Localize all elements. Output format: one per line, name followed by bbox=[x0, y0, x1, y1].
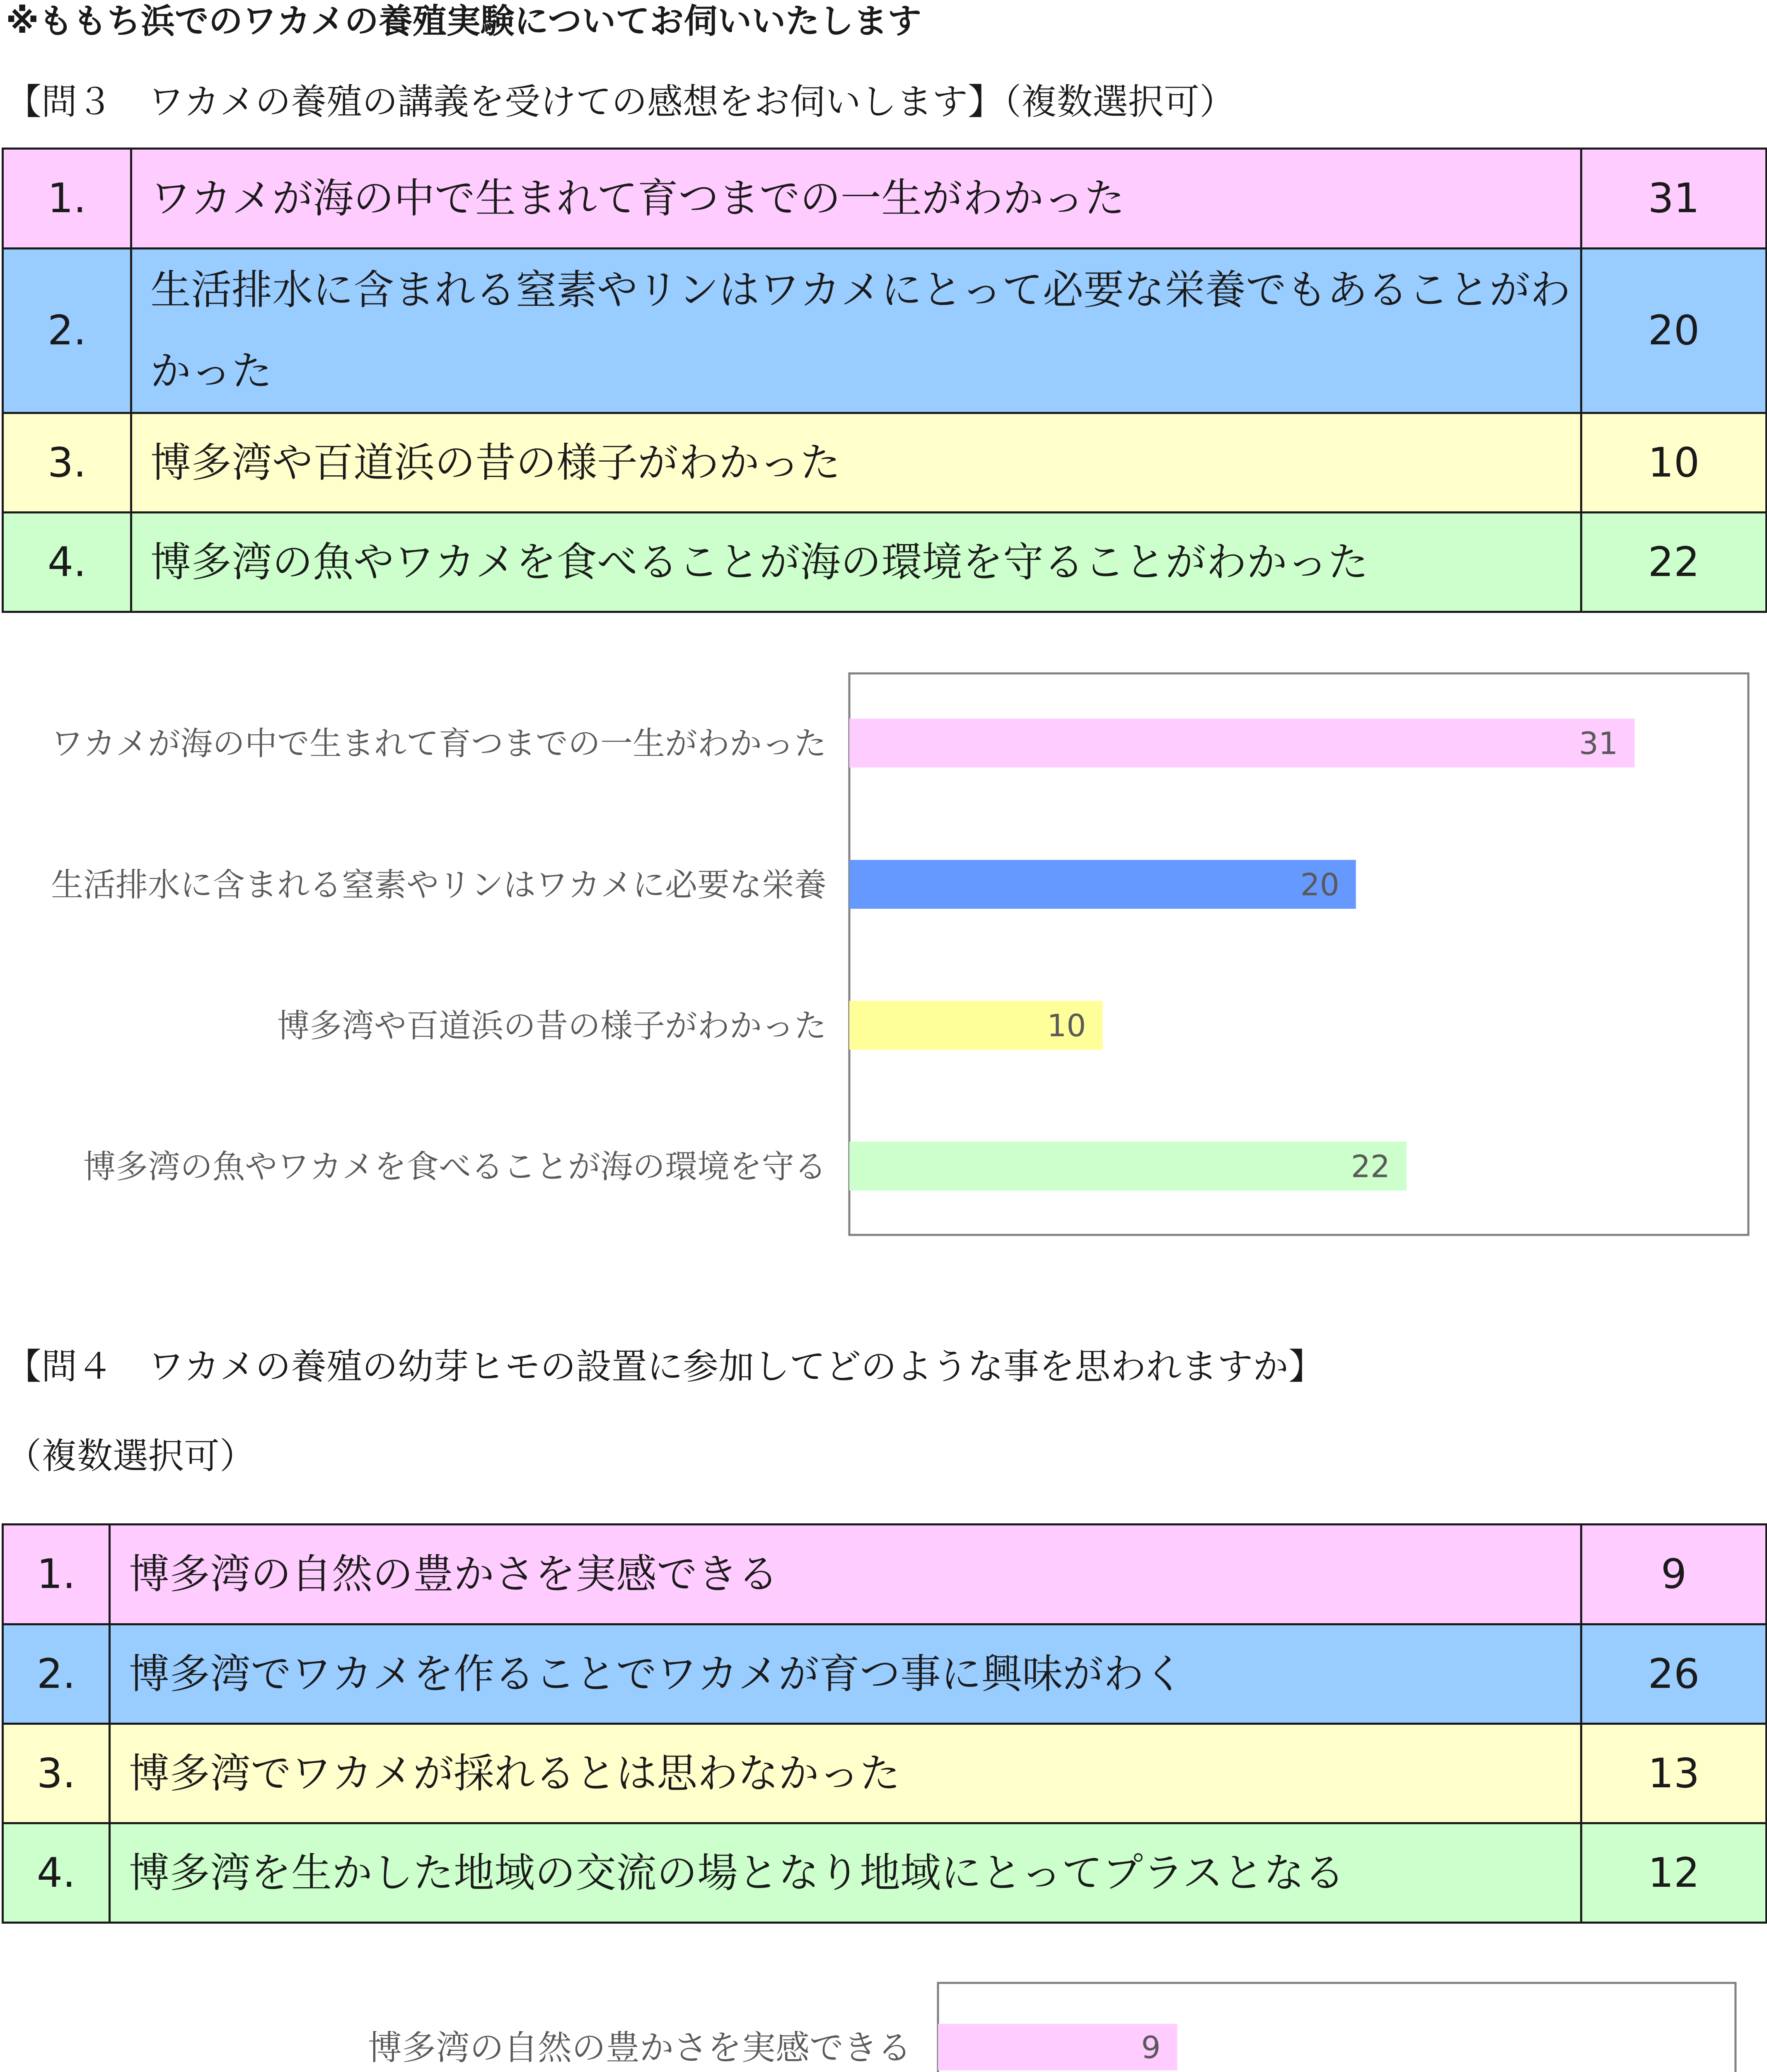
row-text: 博多湾や百道浜の昔の様子がわかった bbox=[131, 413, 1581, 513]
row-count: 31 bbox=[1581, 149, 1767, 249]
q4-bar-chart bbox=[0, 1973, 1767, 2072]
row-number: 3. bbox=[3, 1724, 110, 1823]
category-label: 生活排水に含まれる窒素やリンはワカメに必要な栄養 bbox=[51, 867, 827, 904]
q4-table bbox=[2, 1523, 1767, 1924]
row-text: ワカメが海の中で生まれて育つまでの一生がわかった bbox=[131, 149, 1581, 249]
row-number: 2. bbox=[3, 1624, 110, 1724]
data-label: 31 bbox=[1579, 726, 1618, 762]
table-row bbox=[3, 1525, 1767, 1624]
q4-subtitle: （複数選択可） bbox=[6, 1435, 255, 1477]
bar bbox=[849, 1142, 1407, 1191]
row-text: 博多湾でワカメを作ることでワカメが育つ事に興味がわく bbox=[110, 1624, 1581, 1724]
row-count: 22 bbox=[1581, 513, 1767, 612]
q3-bar-chart bbox=[0, 663, 1767, 1251]
q3-table bbox=[2, 148, 1767, 613]
category-label: 博多湾の魚やワカメを食べることが海の環境を守る bbox=[83, 1148, 827, 1186]
row-text: 生活排水に含まれる窒素やリンはワカメにとって必要な栄養でもあることがわかった bbox=[131, 249, 1581, 413]
data-label: 9 bbox=[1141, 2030, 1161, 2066]
q4-title: 【問４ ワカメの養殖の幼芽ヒモの設置に参加してどのような事を思われますか】 bbox=[6, 1346, 1324, 1387]
data-label: 22 bbox=[1351, 1149, 1390, 1185]
row-count: 9 bbox=[1581, 1525, 1767, 1624]
category-label: 博多湾の自然の豊かさを実感できる bbox=[367, 2028, 911, 2068]
row-text: 博多湾の魚やワカメを食べることが海の環境を守ることがわかった bbox=[131, 513, 1581, 612]
table-row bbox=[3, 413, 1767, 513]
data-label: 20 bbox=[1300, 867, 1339, 903]
row-count: 26 bbox=[1581, 1624, 1767, 1724]
row-count: 10 bbox=[1581, 413, 1767, 513]
row-text: 博多湾でワカメが採れるとは思わなかった bbox=[110, 1724, 1581, 1823]
row-count: 13 bbox=[1581, 1724, 1767, 1823]
table-row bbox=[3, 249, 1767, 413]
row-text: 博多湾を生かした地域の交流の場となり地域にとってプラスとなる bbox=[110, 1823, 1581, 1923]
row-number: 4. bbox=[3, 513, 131, 612]
row-number: 1. bbox=[3, 1525, 110, 1624]
row-number: 2. bbox=[3, 249, 131, 413]
row-number: 3. bbox=[3, 413, 131, 513]
category-label: 博多湾や百道浜の昔の様子がわかった bbox=[277, 1007, 827, 1045]
table-row bbox=[3, 149, 1767, 249]
bar bbox=[849, 860, 1356, 909]
row-number: 1. bbox=[3, 149, 131, 249]
row-text: 博多湾の自然の豊かさを実感できる bbox=[110, 1525, 1581, 1624]
row-count: 20 bbox=[1581, 249, 1767, 413]
row-number: 4. bbox=[3, 1823, 110, 1923]
category-label: ワカメが海の中で生まれて育つまでの一生がわかった bbox=[51, 725, 827, 763]
bar bbox=[849, 719, 1634, 767]
row-count: 12 bbox=[1581, 1823, 1767, 1923]
data-label: 10 bbox=[1047, 1008, 1086, 1044]
table-row bbox=[3, 1823, 1767, 1923]
table-row bbox=[3, 513, 1767, 612]
q3-title: 【問３ ワカメの養殖の講義を受けての感想をお伺いします】（複数選択可） bbox=[6, 81, 1235, 123]
table-row bbox=[3, 1624, 1767, 1724]
table-row bbox=[3, 1724, 1767, 1823]
page-title: ※ももち浜でのワカメの養殖実験についてお伺いいたします bbox=[6, 2, 922, 41]
